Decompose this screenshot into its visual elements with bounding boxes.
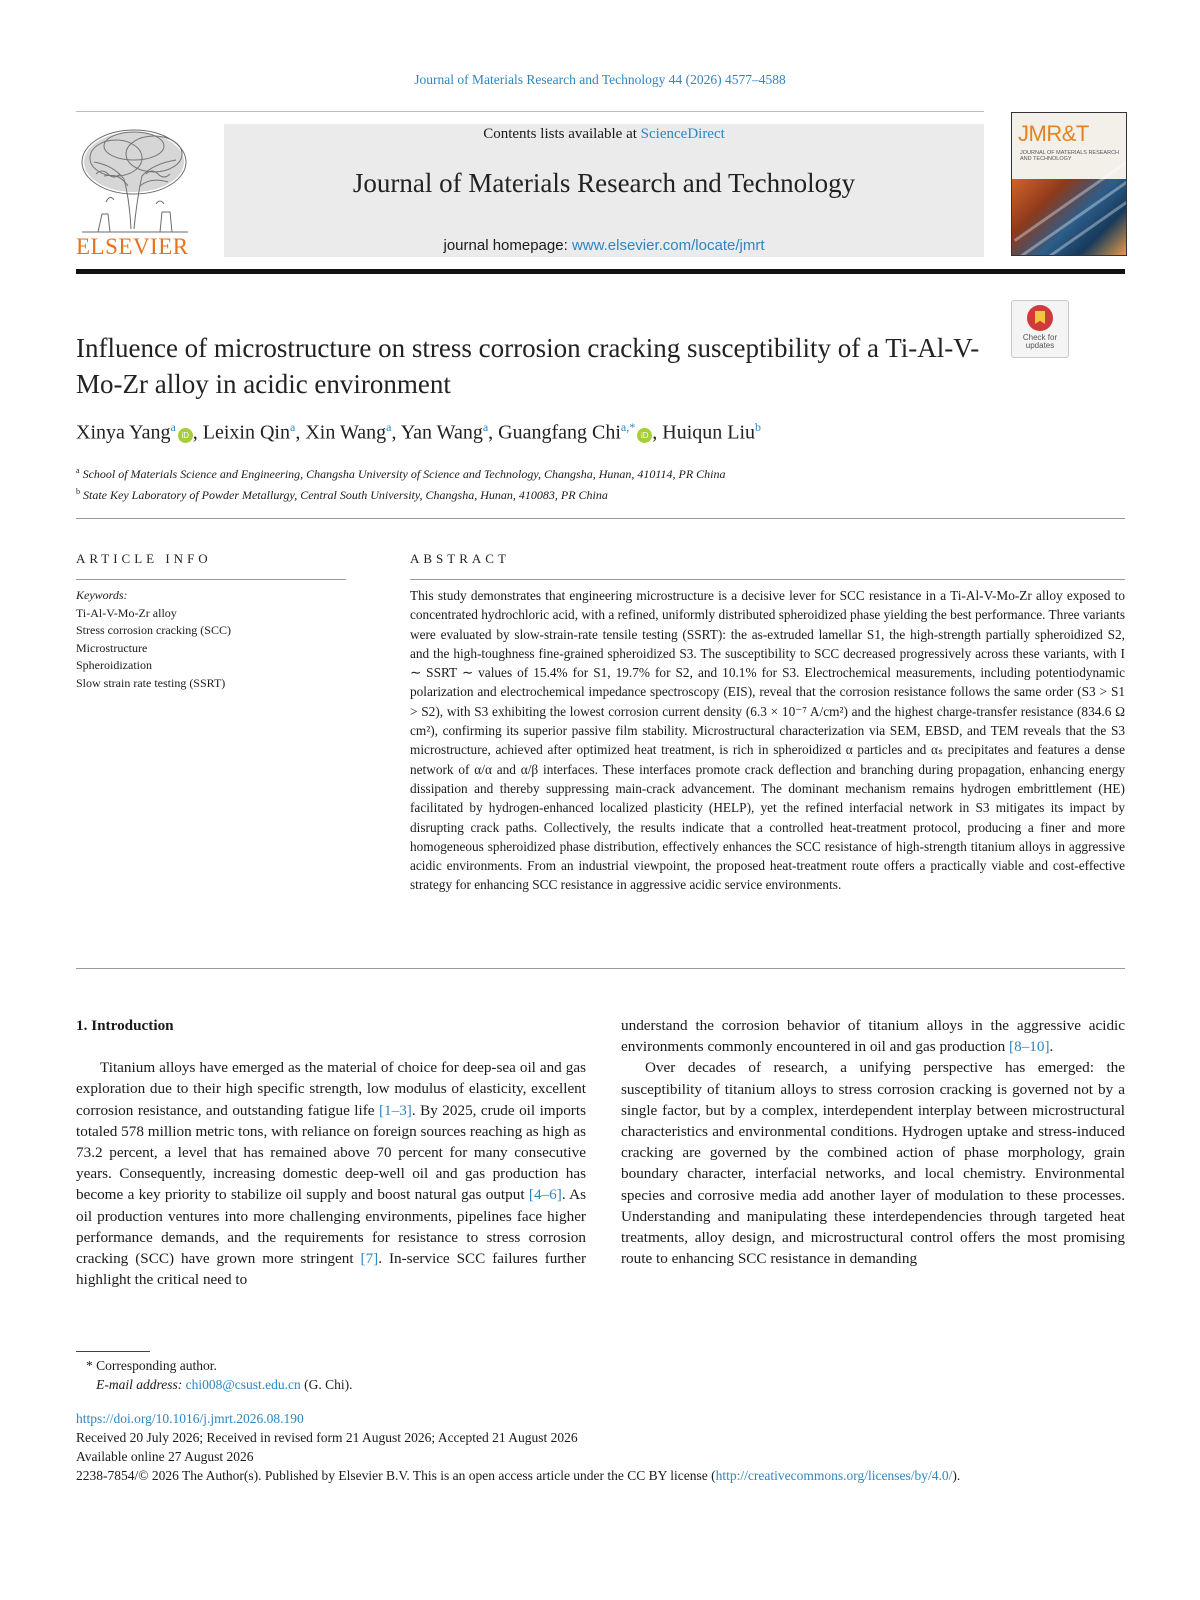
author-list: Xinya Yang$^a$iD , Leixin Qin$^a$, Xin Wang$^a$, Yan Wang$^a$, Guangfang Chi$^{a,*}$iD , Huiqun Liu$^b$: [76, 420, 762, 444]
cover-artwork: [1012, 179, 1126, 255]
affiliation-item: $^a$ School of Materials Science and Engineering, Changsha University of Science and Technology, Changsha, Hunan, 410114, PR China: [76, 466, 726, 481]
author-affiliation-mark[interactable]: a: [482, 420, 489, 434]
doi-link[interactable]: https://doi.org/10.1016/j.jmrt.2026.08.190: [76, 1411, 304, 1426]
author-affiliation-mark[interactable]: a: [170, 420, 176, 434]
homepage-link[interactable]: www.elsevier.com/locate/jmrt: [571, 237, 765, 254]
article-title: Influence of microstructure on stress corrosion cracking susceptibility of a Ti-Al-V-Mo-Zr alloy in acidic environment: [76, 333, 980, 399]
article-info-heading: ARTICLE INFO: [76, 551, 212, 566]
section-divider: [76, 968, 1125, 969]
body-paragraph: Titanium alloys have emerged as the material of choice for deep-sea oil and gas exploration due to their high specific strength, low modulus of elasticity, excellent corrosion resistance, and outstanding fatigue life [1–3]. By 2025, crude oil imports totaled 578 million metric tons, with reliance on foreign sources reaching as high as 73.2 percent, a level that has remained above 70 percent for many consecutive years. Consequently, increasing domestic deep-well oil and gas production has become a key priority to stabilize oil supply and boost natural gas output [4–6]. As oil production ventures into more challenging environments, pipelines face higher performance demands, and the requirements for resistance to stress corrosion cracking (SCC) have grown more stringent [7]. In-service SCC failures further highlight the critical need to: [76, 1059, 587, 1289]
author-name[interactable]: Yan Wang: [400, 421, 483, 444]
author-affiliation-mark[interactable]: a: [386, 420, 392, 434]
homepage-prefix: journal homepage:: [443, 237, 572, 254]
bookmark-icon: [1027, 305, 1053, 331]
abstract-text: This study demonstrates that engineering microstructure is a decisive lever for SCC resistance in a Ti-Al-V-Mo-Zr alloy exposed to concentrated hydrochloric acid, with a refined, uniformly distributed spheroidized phase yielding the best performance. Three variants were evaluated by slow-strain-rate tensile testing (SSRT): the as-extruded lamellar S1, the high-strength partially spheroidized S2, and the high-toughness fine-grained spheroidized S3. The susceptibility to SCC decreased progressively across these variants, with I ∼ SSRT ∼ values of 15.4% for S1, 19.7% for S2, and 10.1% for S3. Electrochemical measurements, including potentiodynamic polarization and electrochemical impedance spectroscopy (EIS), reveal that the corrosion resistance follows the same order (S3 > S1 > S2), with S3 exhibiting the lowest corrosion current density (6.3 × 10⁻⁷ A/cm²) and the highest charge-transfer resistance (834.6 Ω cm²), confirming its superior passive film stability. Microstructural characterization via SEM, EBSD, and TEM reveals that the S3 microstructure, achieved after optimized heat treatment, is rich in spheroidized α particles and αₛ precipitates and features a dense network of α/α and α/β interfaces. These interfaces promote crack deflection and branching during propagation, enhancing energy dissipation and thereby suppressing main-crack advancement. The dominant mechanism remains hydrogen embrittlement (HE) facilitated by hydrogen-enhanced localized plasticity (HELP), yet the refined interfacial network in S3 mitigates its impact by disrupting crack paths. Collectively, the results indicate that a controlled heat-treatment protocol, producing a finer and more homogeneous spheroidized phase distribution, effectively enhances the SCC resistance of high-strength titanium alloys in aggressive acidic environments. From an industrial viewpoint, the proposed heat-treatment route offers a practically viable and cost-effective strategy for enhancing SCC resistance in aggressive acidic service environments.: [410, 588, 1125, 893]
keyword-item: Stress corrosion cracking (SCC): [76, 623, 231, 637]
cover-title: JMR&T: [1018, 121, 1089, 146]
license-line: 2238-7854/© 2026 The Author(s). Published by Elsevier B.V. This is an open access article under the CC BY license (http://creativecommons.org/licenses/by/4.0/).: [76, 1468, 961, 1483]
keyword-item: Ti-Al-V-Mo-Zr alloy: [76, 605, 177, 620]
header-thick-rule: [76, 269, 1125, 274]
email-note: E-mail address: chi008@csust.edu.cn (G. Chi).: [96, 1377, 353, 1392]
affiliations: [76, 462, 1116, 504]
journal-cover-image[interactable]: [1011, 112, 1127, 256]
license-link[interactable]: http://creativecommons.org/licenses/by/4.0/: [715, 1468, 953, 1483]
elsevier-wordmark: ELSEVIER: [76, 234, 189, 259]
check-for-updates-button[interactable]: [1011, 300, 1069, 358]
header-divider: [76, 111, 984, 112]
body-column-right: [621, 1015, 1125, 1269]
author-name[interactable]: Leixin Qin: [202, 421, 290, 444]
section-heading-introduction: 1. Introduction: [76, 1017, 174, 1034]
received-dates: Received 20 July 2026; Received in revised form 21 August 2026; Accepted 21 August 2026: [76, 1430, 578, 1445]
keyword-item: Slow strain rate testing (SSRT): [76, 675, 226, 690]
corresponding-author-note: * Corresponding author.: [86, 1358, 217, 1373]
footnotes: [86, 1356, 686, 1394]
contents-prefix: Contents lists available at: [483, 126, 641, 142]
section-divider: [76, 518, 1125, 519]
article-footer: [76, 1409, 1136, 1485]
author-affiliation-mark[interactable]: b: [755, 420, 762, 434]
keyword-item: Spheroidization: [76, 658, 152, 672]
keywords-label: Keywords:: [76, 588, 128, 602]
journal-name: Journal of Materials Research and Technology: [352, 168, 856, 198]
author-name[interactable]: Guangfang Chi: [498, 421, 621, 444]
reference-link[interactable]: [4–6]: [528, 1186, 562, 1204]
body-paragraph: Over decades of research, a unifying perspective has emerged: the susceptibility of titanium alloys to stress corrosion cracking is governed not by a single factor, but by a complex, interdependent interplay between microstructural characteristics and environmental conditions. Hydrogen uptake and stress-induced cracking are governed by the combined action of phase morphology, grain boundary character, interfacial networks, and local chemistry. Environmental species and corrosive media add another layer of modulation to these processes. Understanding and manipulating these interdependencies through targeted heat treatments, alloy design, and microstructural control offers the most promising route to enhancing SCC resistance in demanding: [621, 1059, 1125, 1268]
author-affiliation-mark[interactable]: a,*: [620, 420, 636, 434]
keywords-block: [76, 587, 376, 692]
cover-subtitle: JOURNAL OF MATERIALS RESEARCH AND TECHNOLOGY: [1020, 150, 1120, 162]
affiliation-item: $^b$ State Key Laboratory of Powder Metallurgy, Central South University, Changsha, Hunan, 410083, PR China: [76, 487, 608, 502]
journal-citation[interactable]: Journal of Materials Research and Technology 44 (2026) 4577–4588: [414, 72, 786, 87]
email-link[interactable]: chi008@csust.edu.cn: [185, 1377, 301, 1392]
contents-line: [224, 126, 984, 143]
article-info-rule: [76, 579, 346, 580]
body-column-left: [76, 1015, 586, 1290]
reference-link[interactable]: [1–3]: [378, 1101, 412, 1119]
check-updates-label: Check for updates: [1022, 333, 1058, 350]
body-paragraph: understand the corrosion behavior of titanium alloys in the aggressive acidic environments commonly encountered in oil and gas production [8–10].: [621, 1017, 1125, 1056]
author-name[interactable]: Huiqun Liu: [662, 421, 756, 444]
reference-link[interactable]: [7]: [360, 1250, 379, 1268]
author-name[interactable]: Xinya Yang: [76, 421, 171, 444]
available-online: Available online 27 August 2026: [76, 1449, 254, 1464]
abstract-rule: [410, 579, 1125, 580]
orcid-icon[interactable]: iD: [637, 428, 652, 443]
footnote-rule: [76, 1351, 150, 1352]
homepage-line: [224, 237, 984, 254]
sciencedirect-link[interactable]: ScienceDirect: [640, 126, 725, 142]
orcid-icon[interactable]: iD: [178, 428, 193, 443]
author-name[interactable]: Xin Wang: [305, 421, 387, 444]
author-affiliation-mark[interactable]: a: [290, 420, 296, 434]
reference-link[interactable]: [8–10]: [1009, 1038, 1050, 1056]
abstract-heading: ABSTRACT: [410, 551, 510, 566]
keyword-item: Microstructure: [76, 640, 148, 655]
